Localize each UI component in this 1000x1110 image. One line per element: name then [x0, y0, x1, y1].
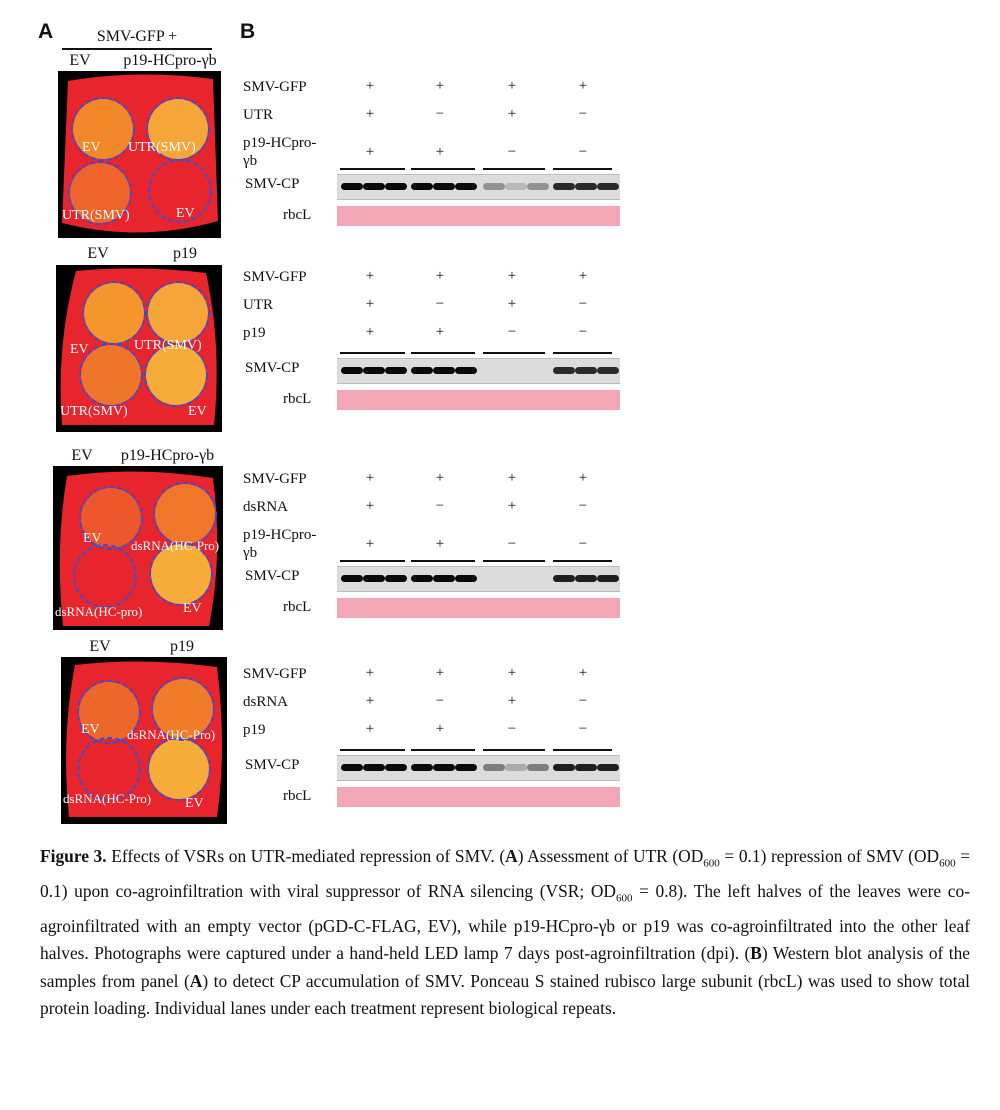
leaf2-text-3: UTR(SMV) — [60, 404, 128, 419]
blot4-sign: − — [435, 693, 445, 709]
blot3-cp-label: SMV-CP — [245, 568, 300, 584]
blot3-rbcl-label: rbcL — [283, 599, 312, 615]
caption-text-1: Effects of VSRs on UTR-mediated repression of SMV. ( — [106, 846, 506, 866]
cp-band — [455, 764, 477, 771]
cp-band — [553, 764, 575, 771]
blot3-sign: + — [435, 536, 445, 552]
blot1-sign: − — [578, 144, 588, 160]
blot3-sign: + — [507, 498, 517, 514]
blot3-sign: − — [507, 536, 517, 552]
blot4-smv-cp-blot — [337, 755, 620, 781]
leaf4-text-4: EV — [185, 796, 204, 811]
blot1-sign: + — [365, 106, 375, 122]
blot2-sign: + — [365, 296, 375, 312]
caption-ref-a: A — [505, 846, 518, 866]
treatment-bracket — [340, 749, 405, 751]
cp-band — [363, 764, 385, 771]
blot1-sign: − — [578, 106, 588, 122]
cp-band — [575, 764, 597, 771]
blot3-sign: − — [435, 498, 445, 514]
treatment-bracket — [340, 352, 405, 354]
blot3-sign: + — [365, 470, 375, 486]
cp-band — [341, 764, 363, 771]
blot2-sign: + — [507, 296, 517, 312]
caption-text-4: = 0.1) upon co-agroinfiltration with viral suppressor of RNA silencing (VSR; OD — [40, 846, 971, 901]
blot2-sign: + — [435, 268, 445, 284]
cp-band — [553, 367, 575, 374]
treatment-bracket — [553, 352, 612, 354]
blot1-sign: + — [435, 144, 445, 160]
caption-text-6: ) Western blot analysis of the samples from panel ( — [40, 943, 971, 991]
blot2-rbcl-label: rbcL — [283, 391, 312, 407]
blot3-sign: + — [365, 498, 375, 514]
blot2-rbcl-strip — [337, 390, 620, 410]
blot4-row-label: dsRNA — [243, 694, 289, 710]
cp-band — [433, 764, 455, 771]
blot1-sign: + — [507, 78, 517, 94]
blot1-smv-cp-blot — [337, 174, 620, 200]
blot3-smv-cp-blot — [337, 566, 620, 592]
panel-a-label: A — [38, 20, 54, 43]
caption-figure-number: Figure 3. — [40, 846, 107, 866]
cp-band — [553, 183, 575, 190]
blot1-row-label: SMV-GFP — [243, 79, 307, 95]
smv-gfp-header: SMV-GFP + — [96, 28, 178, 45]
blot1-sign: − — [435, 106, 445, 122]
leaf4-top-left-label: EV — [89, 638, 111, 655]
blot2-sign: − — [435, 296, 445, 312]
leaf1-text-1: EV — [82, 140, 101, 155]
treatment-bracket — [340, 168, 405, 170]
cp-band — [411, 575, 433, 582]
blot4-sign: − — [578, 693, 588, 709]
blot2-cp-label: SMV-CP — [245, 360, 300, 376]
blot2-row-label: UTR — [243, 297, 273, 313]
treatment-bracket — [553, 168, 612, 170]
blot3-row-label: p19-HCpro- γb — [243, 527, 317, 561]
cp-band — [411, 764, 433, 771]
blot2-sign: − — [507, 324, 517, 340]
cp-band — [411, 367, 433, 374]
leaf3-text-2: dsRNA(HC-Pro) — [131, 538, 220, 553]
leaf-photo-4 — [61, 657, 227, 824]
blot1-sign: + — [365, 144, 375, 160]
leaf2-text-1: EV — [70, 342, 89, 357]
leaf1-text-2: UTR(SMV) — [128, 140, 196, 155]
treatment-bracket — [553, 749, 612, 751]
cp-band — [505, 764, 527, 771]
leaf4-top-right-label: p19 — [170, 638, 194, 655]
blot3-sign: + — [578, 470, 588, 486]
cp-band — [433, 575, 455, 582]
blot4-sign: + — [435, 665, 445, 681]
blot2-row-label: SMV-GFP — [243, 269, 307, 285]
header-rule — [62, 48, 212, 50]
caption-ref-a2: A — [189, 970, 203, 991]
cp-band — [341, 367, 363, 374]
leaf-photo-1 — [58, 71, 221, 238]
blot4-row-label: p19 — [243, 722, 266, 738]
blot4-sign: + — [507, 693, 517, 709]
cp-band — [575, 183, 597, 190]
blot4-rbcl-strip — [337, 787, 620, 807]
cp-band — [455, 183, 477, 190]
blot3-sign: − — [578, 498, 588, 514]
leaf-photo-2 — [56, 265, 222, 432]
cp-band — [411, 183, 433, 190]
cp-band — [363, 367, 385, 374]
cp-band — [575, 575, 597, 582]
caption-sub-2: 600 — [939, 857, 956, 870]
blot3-sign: + — [435, 470, 445, 486]
blot3-row-label: SMV-GFP — [243, 471, 307, 487]
caption-sub-1: 600 — [703, 857, 720, 870]
caption-text-2: ) Assessment of UTR (OD — [517, 846, 704, 866]
cp-band — [597, 575, 619, 582]
blot3-rbcl-strip — [337, 598, 620, 618]
blot1-row-label: p19-HCpro- γb — [243, 135, 317, 169]
leaf2-top-right-label: p19 — [173, 245, 197, 262]
leaf1-top-right-label: p19-HCpro-γb — [123, 52, 217, 69]
blot4-row-label: SMV-GFP — [243, 666, 307, 682]
treatment-bracket — [411, 749, 475, 751]
leaf4-text-1: EV — [81, 722, 100, 737]
blot4-sign: + — [365, 665, 375, 681]
treatment-bracket — [411, 352, 475, 354]
treatment-bracket — [553, 560, 612, 562]
blot3-sign: + — [507, 470, 517, 486]
cp-band — [455, 575, 477, 582]
treatment-bracket — [340, 560, 405, 562]
cp-band — [527, 764, 549, 771]
cp-band — [433, 183, 455, 190]
cp-band — [597, 764, 619, 771]
cp-band — [483, 764, 505, 771]
blot2-smv-cp-blot — [337, 358, 620, 384]
treatment-bracket — [411, 168, 475, 170]
cp-band — [363, 183, 385, 190]
blot4-sign: + — [578, 665, 588, 681]
cp-band — [433, 367, 455, 374]
blot2-sign: + — [578, 268, 588, 284]
leaf2-text-2: UTR(SMV) — [134, 338, 202, 353]
blot2-sign: + — [507, 268, 517, 284]
blot1-sign: + — [435, 78, 445, 94]
panel-b-label: B — [240, 20, 256, 43]
leaf3-text-4: EV — [183, 601, 202, 616]
blot3-sign: − — [578, 536, 588, 552]
cp-band — [505, 183, 527, 190]
leaf2-text-4: EV — [188, 404, 207, 419]
blot1-cp-label: SMV-CP — [245, 176, 300, 192]
treatment-bracket — [411, 560, 475, 562]
blot4-cp-label: SMV-CP — [245, 757, 300, 773]
caption-text-3: = 0.1) repression of SMV (OD — [719, 846, 940, 866]
figure-caption — [40, 843, 970, 1023]
cp-band — [385, 183, 407, 190]
cp-band — [597, 183, 619, 190]
cp-band — [553, 575, 575, 582]
cp-band — [483, 183, 505, 190]
blot4-sign: − — [578, 721, 588, 737]
blot4-sign: − — [507, 721, 517, 737]
leaf1-text-4: EV — [176, 206, 195, 221]
blot1-sign: − — [507, 144, 517, 160]
treatment-bracket — [483, 352, 545, 354]
leaf3-text-1: EV — [83, 531, 102, 546]
treatment-bracket — [483, 560, 545, 562]
blot1-sign: + — [507, 106, 517, 122]
blot1-sign: + — [578, 78, 588, 94]
blot2-sign: − — [578, 296, 588, 312]
caption-sub-3: 600 — [615, 892, 633, 905]
caption-text-5: = 0.8). The left halves of the leaves were co-agroinfiltrated with an empty vector (pGD-C-FLAG, EV), while p19-HCpro-γb or p19 was co-agroinfiltrated into the other leaf halves. Photographs were captured under a hand-held LED lamp 7 days post-agroinfiltration (dpi). ( — [40, 880, 970, 964]
cp-band — [597, 367, 619, 374]
blot1-rbcl-strip — [337, 206, 620, 226]
cp-band — [385, 575, 407, 582]
treatment-bracket — [483, 749, 545, 751]
cp-band — [575, 367, 597, 374]
leaf1-text-3: UTR(SMV) — [62, 208, 130, 223]
cp-band — [341, 575, 363, 582]
leaf-photo-3 — [53, 466, 223, 630]
leaf3-top-right-label: p19-HCpro-γb — [120, 447, 215, 464]
blot4-sign: + — [507, 665, 517, 681]
leaf3-top-left-label: EV — [71, 447, 93, 464]
leaf4-text-3: dsRNA(HC-Pro) — [63, 791, 152, 806]
blot1-sign: + — [365, 78, 375, 94]
blot1-row-label: UTR — [243, 107, 273, 123]
leaf1-top-left-label: EV — [69, 52, 91, 69]
blot3-row-label: dsRNA — [243, 499, 289, 515]
leaf4-text-2: dsRNA(HC-Pro) — [127, 727, 216, 742]
blot1-rbcl-label: rbcL — [283, 207, 312, 223]
caption-ref-b: B — [750, 943, 762, 964]
cp-band — [385, 367, 407, 374]
treatment-bracket — [483, 168, 545, 170]
blot2-sign: + — [365, 324, 375, 340]
cp-band — [455, 367, 477, 374]
leaf3-text-3: dsRNA(HC-pro) — [55, 604, 143, 619]
blot4-rbcl-label: rbcL — [283, 788, 312, 804]
cp-band — [527, 183, 549, 190]
caption-text-7: ) to detect CP accumulation of SMV. Ponceau S stained rubisco large subunit (rbcL) was used to show total protein loading. Individual lanes under each treatment represent biological repeats. — [40, 970, 970, 1019]
blot4-sign: + — [365, 693, 375, 709]
cp-band — [385, 764, 407, 771]
cp-band — [341, 183, 363, 190]
cp-band — [363, 575, 385, 582]
blot2-row-label: p19 — [243, 325, 266, 341]
blot2-sign: + — [435, 324, 445, 340]
blot4-sign: + — [365, 721, 375, 737]
blot4-sign: + — [435, 721, 445, 737]
blot2-sign: + — [365, 268, 375, 284]
leaf2-top-left-label: EV — [87, 245, 109, 262]
blot2-sign: − — [578, 324, 588, 340]
blot3-sign: + — [365, 536, 375, 552]
